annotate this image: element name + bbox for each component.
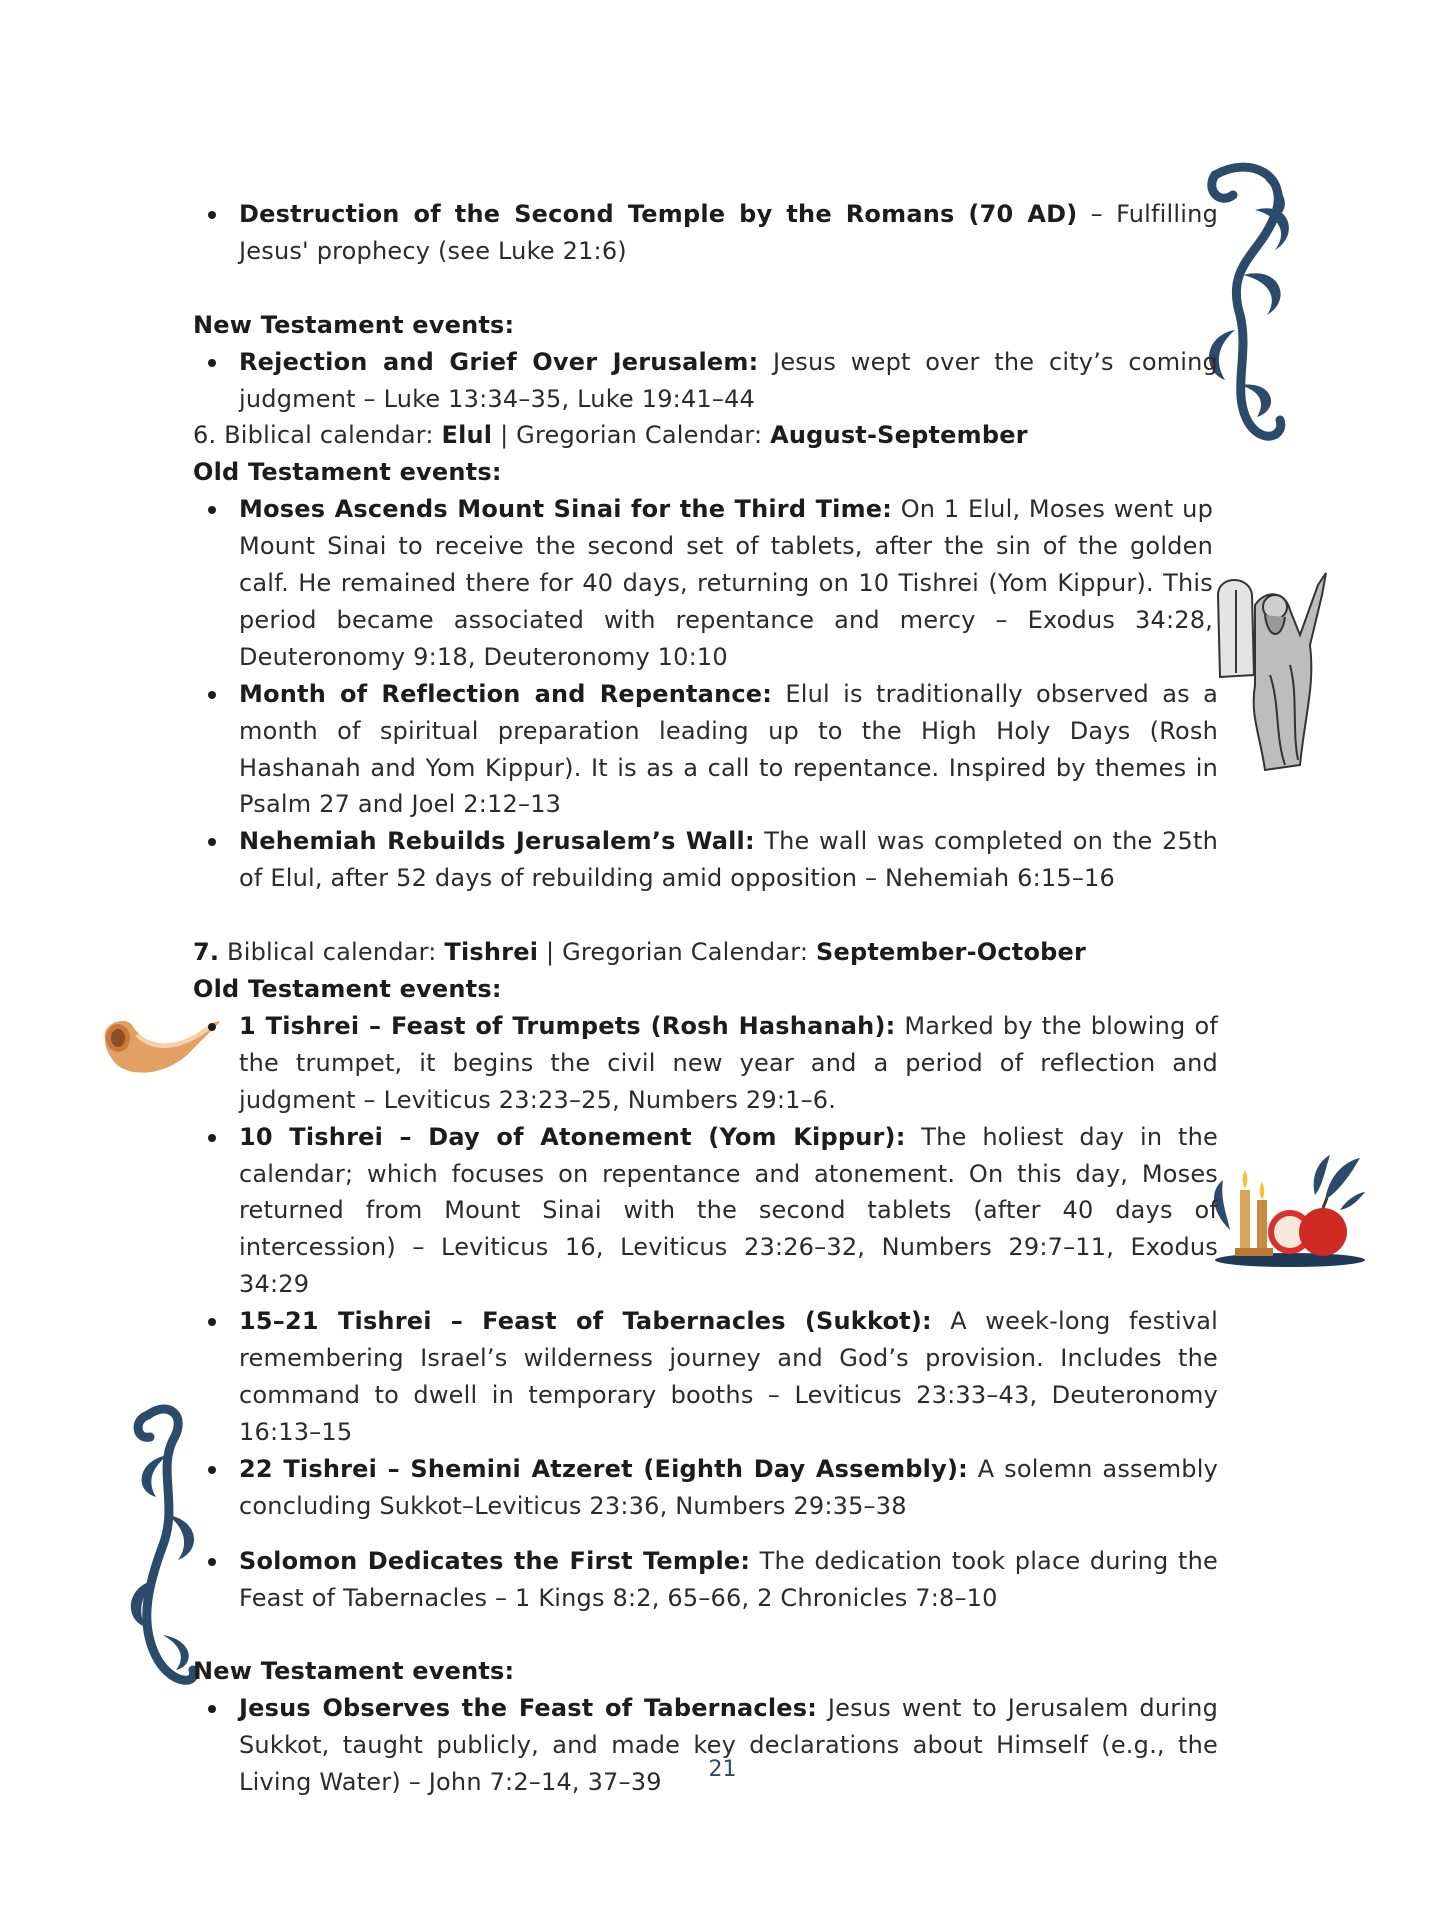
gregorian-months: September-October <box>815 938 1087 967</box>
page-number: 21 <box>708 1757 737 1782</box>
item-title: Solomon Dedicates the First Temple: <box>239 1546 751 1575</box>
item-text: The holiest day in the calendar; which focuses on repentance and atonement. On this day, Moses returned from Mount Sinai with the second tablets (after 40 days of intercession) – Leviticus 16, Leviticus 23:26–32, Numbers 29:7–11, Exodus 34:29 <box>239 1122 1219 1299</box>
item-text: Jesus went to Jerusalem during Sukkot, taught publicly, and made key declarations about Himself (e.g., the Living Water) – John 7:2–14, 37–39 <box>239 1694 1219 1797</box>
item-title: 1 Tishrei – Feast of Trumpets (Rosh Hashanah): <box>239 1011 896 1040</box>
section-heading: New Testament events: <box>193 1657 515 1686</box>
item-title: Nehemiah Rebuilds Jerusalem’s Wall: <box>239 827 755 856</box>
list-item <box>193 1119 1218 1304</box>
bullet-list <box>193 1008 1218 1525</box>
section-heading: Old Testament events: <box>193 975 502 1003</box>
item-text: A week-long festival remembering Israel’s wilderness journey and God’s provision. Includes the command to dwell in temporary booths – Leviticus 23:33–43, Deuteronomy 16:13–15 <box>239 1307 1218 1446</box>
item-text: On 1 Elul, Moses went up Mount Sinai to receive the second set of tablets, after the sin of the golden calf. He remained there for 40 days, returning on 10 Tishrei (Yom Kippur). This period became associated with repentance and mercy – Exodus 34:28, Deuteronomy 9:18, Deuteronomy 10:10 <box>239 495 1214 671</box>
item-title: Rejection and Grief Over Jerusalem: <box>239 347 759 376</box>
bullet-list <box>193 1690 1218 1801</box>
biblical-month: Tishrei <box>444 938 539 967</box>
gregorian-months: August-September <box>770 421 1028 450</box>
bullet-list <box>193 196 1218 270</box>
item-text: The wall was completed on the 25th of Elul, after 52 days of rebuilding amid opposition – Nehemiah 6:15–16 <box>239 827 1218 893</box>
list-item <box>193 1303 1218 1451</box>
month-number: 7. <box>193 938 220 967</box>
section-heading: Old Testament events: <box>193 458 502 487</box>
month-heading: 7. Biblical calendar: Tishrei | Gregorian Calendar: September-October <box>193 938 1087 967</box>
list-item <box>193 344 1218 418</box>
month-number: 6. <box>193 421 217 450</box>
item-title: Moses Ascends Mount Sinai for the Third Time: <box>239 495 893 524</box>
list-item <box>193 676 1218 824</box>
item-text: Elul is traditionally observed as a month of spiritual preparation leading up to the High Holy Days (Rosh Hashanah and Yom Kippur). It is as a call to repentance. Inspired by themes in Psalm 27 and Joel 2:12–13 <box>239 679 1219 819</box>
month-heading: 6. Biblical calendar: Elul | Gregorian Calendar: August-September <box>193 421 1028 450</box>
page-content <box>193 196 1218 1801</box>
bullet-list <box>193 344 1218 418</box>
biblical-month: Elul <box>441 421 493 450</box>
moses-tablets-illustration <box>1210 565 1335 775</box>
item-text: Marked by the blowing of the trumpet, it begins the civil new year and a period of reflection and judgment – Leviticus 23:23–25, Numbers 29:1–6. <box>239 1011 1218 1114</box>
bullet-list <box>193 1543 1218 1617</box>
bullet-list <box>193 491 1218 897</box>
item-title: 22 Tishrei – Shemini Atzeret (Eighth Day Assembly): <box>239 1454 968 1483</box>
list-item <box>193 1543 1218 1617</box>
section-heading: New Testament events: <box>193 310 515 339</box>
item-text: – Fulfilling Jesus' prophecy (see Luke 21:6) <box>239 200 1219 265</box>
item-title: Destruction of the Second Temple by the Romans (70 AD) <box>239 200 1078 228</box>
list-item <box>193 1451 1218 1525</box>
item-text: Jesus wept over the city’s coming judgment – Luke 13:34–35, Luke 19:41–44 <box>239 347 1218 413</box>
item-title: 15–21 Tishrei – Feast of Tabernacles (Sukkot): <box>239 1307 932 1336</box>
list-item <box>193 196 1218 270</box>
item-title: Jesus Observes the Feast of Tabernacles: <box>239 1694 818 1723</box>
candles-apple-illustration <box>1205 1140 1365 1270</box>
item-title: 10 Tishrei – Day of Atonement (Yom Kippur): <box>239 1122 906 1151</box>
list-item <box>193 1008 1218 1119</box>
list-item <box>193 491 1213 676</box>
item-title: Month of Reflection and Repentance: <box>239 679 773 708</box>
list-item <box>193 1690 1218 1801</box>
item-text: The dedication took place during the Feast of Tabernacles – 1 Kings 8:2, 65–66, 2 Chronicles 7:8–10 <box>239 1546 1218 1612</box>
item-text: A solemn assembly concluding Sukkot–Leviticus 23:36, Numbers 29:35–38 <box>239 1454 1218 1520</box>
list-item <box>193 823 1218 897</box>
